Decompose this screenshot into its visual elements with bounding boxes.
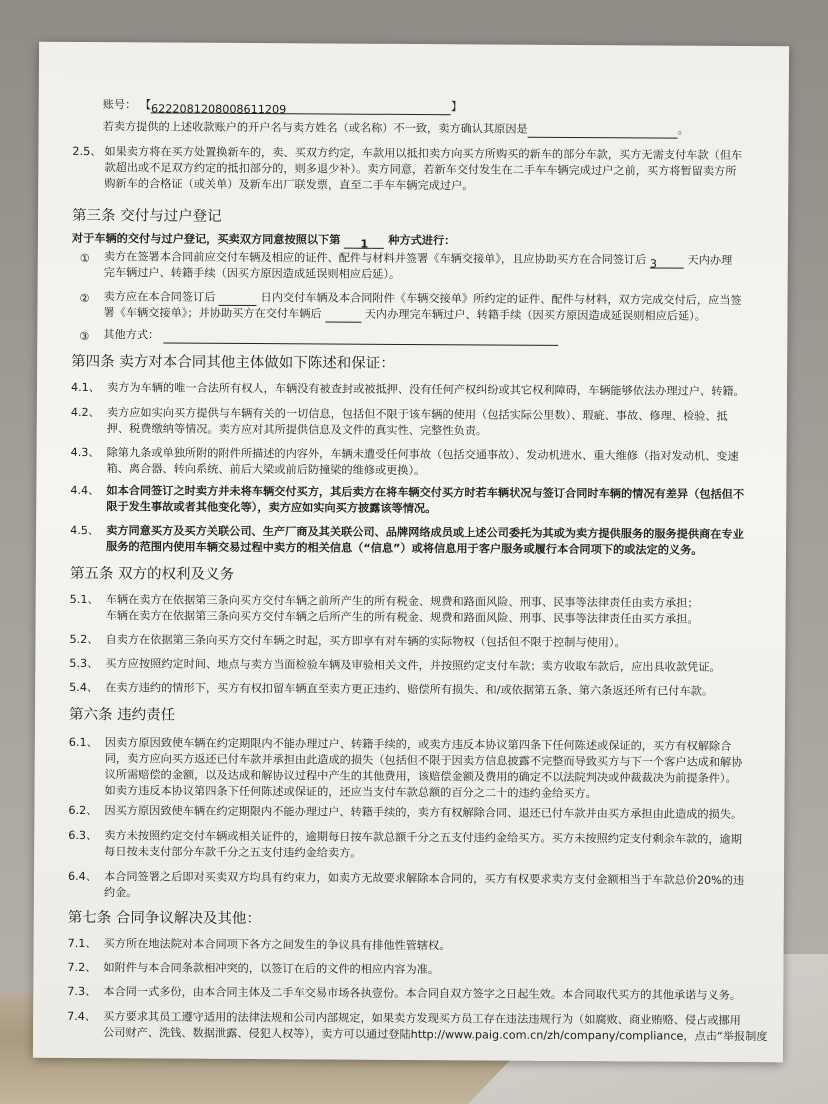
clause-num: 6.2、 — [68, 803, 98, 818]
delivery-lead: 对于车辆的交付与过户登记，买卖双方同意按照以下第 — [71, 231, 341, 247]
clause-6-4-line: 本合同签署之后即对买卖双方均具有约束力，如卖方无故要求解除本合同的，买方有权要求卖方支付金额相当于车款总价20%的违 — [103, 870, 745, 888]
section-heading: 第三条 交付与过户登记 — [71, 207, 222, 225]
clause-4-1-line: 卖方为车辆的唯一合法所有权人，车辆没有被查封或被抵押、没有任何产权纠纷或其它权利障碍，车辆能够依法办理过户、转籍。 — [106, 381, 745, 399]
clause-5-1-line: 车辆在卖方在依据第三条向买方交付车辆之后所产生的所有税金、规费和路面风险、刑事、民事等法律责任由买方承担。 — [105, 609, 699, 626]
option-3-blank — [163, 330, 558, 345]
clause-num: 5.1、 — [69, 592, 99, 607]
section-heading: 第六条 违约责任 — [68, 706, 176, 724]
clause-num: 4.3、 — [70, 445, 100, 460]
option-2-text-end: 日内交付车辆及本合同附件《车辆交接单》所约定的证件、配件与材料，双方完成交付后，应当签 — [260, 291, 742, 308]
clause-6-1-line: 议所需赔偿的金额，以及达成和解协议过程中产生的其他费用，该赔偿金额及费用的确定不以法院判决或仲裁裁决为前提条件）。 — [104, 768, 737, 785]
clause-num: 7.2、 — [67, 960, 97, 975]
delivery-lead-end: 种方式进行： — [388, 233, 456, 248]
clause-5-1-line: 车辆在卖方在依据第三条向买方交付车辆之前所产生的所有税金、规费和路面风险、刑事、民事等法律责任由卖方承担； — [105, 593, 699, 610]
clause-7-1-line: 买方所在地法院对本合同项下各方之间发生的争议具有排他性管辖权。 — [103, 937, 451, 953]
clause-num: 7.3、 — [67, 984, 97, 999]
clause-7-3-line: 本合同一式多份，由本合同主体及二手车交易市场各执壹份。本合同自双方签字之日起生效。本合同取代买方的其他承诺与义务。 — [103, 985, 742, 1003]
section-heading: 第四条 卖方对本合同其他主体做如下陈述和保证： — [71, 353, 395, 372]
option-2-text-end: 天内办理完车辆过户、转籍手续（因买方原因造成延误则相应后延）。 — [364, 307, 706, 323]
clause-6-1-line: 如卖方违反本协议第四条下任何陈述或保证的，还应当支付车款总额的百分之二十的违约金给买方。 — [104, 784, 597, 801]
clause-6-3-line: 卖方未按照约定交付车辆或相关证件的，逾期每日按车款总额千分之五支付违约金给买方。买方未按照约定支付剩余车款的，逾期 — [104, 829, 742, 847]
option-3-line — [103, 326, 558, 346]
account-line — [103, 96, 463, 115]
option-marker: ③ — [79, 329, 90, 344]
clause-num: 6.1、 — [68, 735, 98, 750]
mismatch-reason-blank — [528, 125, 678, 139]
option-1-text: 卖方在签署本合同前应交付车辆及相应的证件、配件与材料并签署《车辆交接单》，且应协助买方在合同签订后 — [103, 250, 647, 267]
clause-6-4-line: 约金。 — [103, 886, 138, 900]
clause-7-4-line: 买方要求其员工遵守适用的法律法规和公司内部规定，如果卖方发现买方员工存在违法违规行为（如腐败、商业贿赂、侵占或挪用 — [103, 1010, 741, 1028]
clause-num: 4.5、 — [70, 523, 100, 538]
clause-5-3-line: 买方应按照约定时间、地点与卖方当面检验车辆及审验相关文件，并按照约定支付车款；卖方收取车款后，应出具收款凭证。 — [105, 657, 721, 674]
clause-4-4-line: 如本合同签订之时卖方并未将车辆交付买方，其后卖方在将车辆交付买方时若车辆状况与签订合同时车辆的情况有差异（包括但不 — [106, 484, 745, 502]
clause-num: 6.4、 — [67, 869, 98, 884]
mismatch-text: 若卖方提供的上述收款账户的开户名与卖方姓名（或名称）不一致，卖方确认其原因是 — [102, 120, 528, 136]
clause-7-2-line: 如附件与本合同条款相冲突的，以签订在后的文件的相应内容为准。 — [103, 961, 440, 977]
clause-2-5-line: 款超出或不足双方约定的抵扣部分的，则多退少补）。卖方同意，若新车交付发生在二手车车辆完成过户之前，买方将暂留卖方所 — [104, 161, 737, 178]
clause-num: 4.2、 — [70, 405, 100, 420]
account-close-bracket: 】 — [451, 100, 463, 114]
clause-4-3-line: 除第九条或单独所附的附件所描述的内容外，车辆未遭受任何事故（包括交通事故）、发动机进水、重大维修（指对发动机、变速 — [106, 446, 739, 463]
clause-5-4-line: 在卖方违约的情形下，买方有权扣留车辆直至卖方更正违约、赔偿所有损失、和/或依据第五条、第六条返还所有已付车款。 — [105, 681, 714, 698]
option-2-line — [103, 304, 706, 325]
clause-num: 5.2、 — [69, 632, 99, 647]
option-1-days: 3 — [650, 255, 684, 268]
clause-2-5-line: 如果卖方将在买方处置换新车的，卖、买双方约定，车款用以抵扣卖方向买方所购买的新车的部分车款，买方无需支付车款（但车 — [104, 145, 743, 163]
clause-5-2-line: 自卖方在依据第三条向买方交付车辆之时起，买方即享有对车辆的实际物权（包括但不限于控制与使用）。 — [105, 633, 626, 650]
clause-num: 7.4、 — [67, 1009, 97, 1024]
option-2-text: 卖方应在本合同签订后 — [103, 290, 216, 304]
clause-6-3-line: 每日按未支付部分车款千分之五支付违约金给卖方。 — [104, 845, 362, 860]
option-marker: ② — [79, 291, 90, 306]
mismatch-end: 。 — [677, 123, 689, 137]
option-1-text-end: 天内办理 — [687, 253, 733, 267]
mismatch-line — [103, 118, 689, 139]
clause-6-1-line: 因卖方原因致使车辆在约定期限内不能办理过户、转籍手续的，或卖方违反本协议第四条下任何陈述或保证的，买方有权解除合 — [104, 736, 732, 753]
section-heading: 第五条 双方的权利及义务 — [69, 565, 235, 583]
option-marker: ① — [79, 251, 90, 266]
clause-4-4-line: 限于发生事故或者其他变化等），卖方应如实向买方披露该等情况。 — [106, 500, 437, 516]
clause-6-1-line: 同，卖方应向买方返还已付车款并承担由此造成的损失（包括但不限于因卖方信息披露不完整而导致买方与下一个客户达成和解协 — [104, 752, 743, 770]
clause-4-2-line: 卖方应如实向买方提供与车辆有关的一切信息，包括但不限于该车辆的使用（包括实际公里数）、瑕疵、事故、修理、检验、抵 — [106, 406, 728, 423]
clause-4-5-line: 服务的范围内使用车辆交易过程中卖方的相关信息（“信息”）或将信息用于客户服务或履行本合同项下的或法定的义务。 — [105, 540, 703, 557]
clause-num: 2.5、 — [72, 144, 102, 159]
clause-num: 5.4、 — [69, 680, 99, 695]
clause-4-3-line: 箱、离合器、转向系统、前后大梁或前后防撞梁的维修或更换）。 — [106, 462, 426, 478]
clause-num: 4.1、 — [70, 380, 101, 395]
option-2-days-blank — [325, 309, 361, 322]
delivery-method-value: 1 — [344, 236, 384, 249]
option-3-label: 其他方式： — [103, 328, 160, 342]
contract-page — [33, 42, 789, 1063]
clause-4-5-line: 卖方同意买方及买方关联公司、生产厂商及其关联公司、品牌网络成员或上述公司委托为其或为卖方提供服务的服务提供商在专业 — [106, 524, 744, 542]
section-heading: 第七条 合同争议解决及其他： — [67, 909, 261, 928]
account-open-bracket: 【 — [139, 98, 152, 112]
account-label: 账号： — [102, 98, 137, 112]
clause-num: 7.1、 — [67, 936, 97, 951]
clause-num: 6.3、 — [68, 828, 98, 843]
option-1-line: 完车辆过户、转籍手续（因买方原因造成延误则相应后延）。 — [103, 266, 401, 281]
clause-7-4-line: 公司财产、洗钱、数据泄露、侵犯人权等），卖方可以通过登陆http://www.paig.com.cn/zh/company/compliance，点击“举报制度 — [103, 1026, 768, 1044]
account-number: 6222081208008611209 — [151, 100, 451, 115]
clause-4-2-line: 押、税费缴纳等情况。卖方应对其所提供信息及文件的真实性、完整性负责。 — [106, 422, 488, 438]
option-2-text: 署《车辆交接单》；并协助买方在交付车辆后 — [103, 306, 322, 321]
delivery-method-line — [72, 230, 456, 249]
clause-2-5-line: 购新车的合格证（或关单）及新车出厂联发票，直至二手车车辆完成过户。 — [104, 177, 474, 193]
clause-num: 4.4、 — [70, 483, 100, 498]
clause-6-2-line: 因买方原因致使车辆在约定期限内不能办理过户、转籍手续的，卖方有权解除合同、退还已付车款并由买方承担由此造成的损失。 — [104, 804, 743, 822]
clause-num: 5.3、 — [69, 656, 99, 671]
